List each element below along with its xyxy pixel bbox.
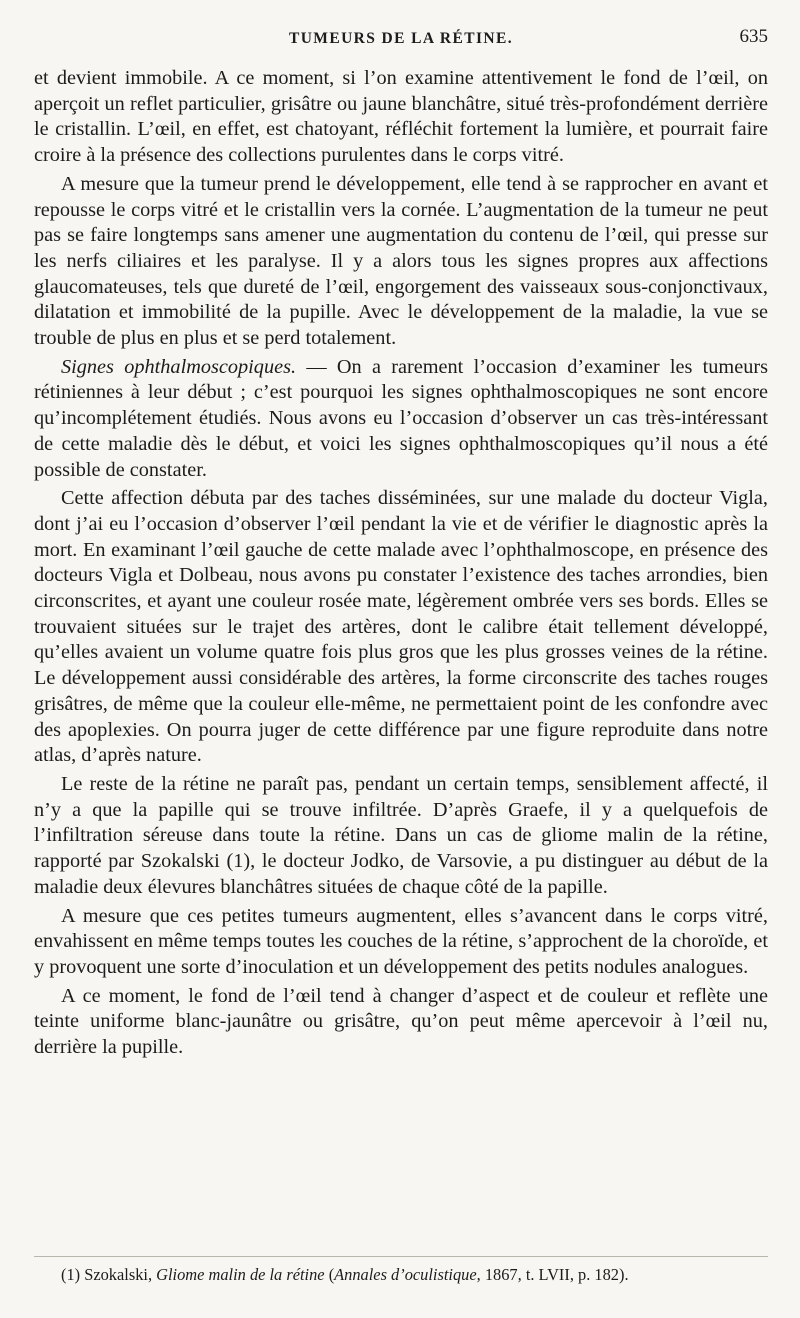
paragraph-continuation: et devient immobile. A ce moment, si l’on examine attentivement le fond de l’œil, on aperçoit un reflet particulier, grisâtre ou jaune blanchâtre, situé très-profondément derrière le cristallin. L’œil, en effet, est chatoyant, réfléchit fortement la lumière, et pourrait faire croire à la présence des collections purulentes dans le corps vitré. [34, 67, 768, 167]
paragraph-fundus-change: A ce moment, le fond de l’œil tend à changer d’aspect et de couleur et reflète une teinte uniforme blanc-jaunâtre ou grisâtre, qu’on peut même apercevoir à l’œil nu, derrière la pupille. [34, 984, 768, 1059]
footnote-journal: Annales d’oculistique [334, 1265, 477, 1284]
running-title: TUMEURS DE LA RÉTINE. [288, 30, 514, 47]
page-number: 635 [739, 26, 768, 47]
paragraph-ophthalmoscopic-signs-text: — On a rarement l’occasion d’examiner les tumeurs rétiniennes à leur début ; c’est pourquoi les signes ophthalmoscopiques ne sont encore qu’incomplétement étudiés. Nous avons eu l’occasion d’observer un cas très-intéressant de cette maladie dès le début, et voici les signes ophthalmoscopiques qu’il nous a été possible de constater. [34, 355, 768, 481]
footnote-divider [34, 1256, 768, 1257]
paragraph-case-vigla: Cette affection débuta par des taches disséminées, sur une malade du docteur Vigla, dont j’ai eu l’occasion d’observer l’œil pendant la vie et de vérifier le diagnostic après la mort. En examinant l’œil gauche de cette malade avec l’ophthalmoscope, en présence des docteurs Vigla et Dolbeau, nous avons pu constater l’existence des taches arrondies, bien circonscrites, et ayant une couleur rosée mate, légèrement ombrée vers ses bords. Elles se trouvaient situées sur le trajet des artères, dont le calibre était tellement développé, qu’elles avaient un volume quatre fois plus gros que les plus grosses veines de la rétine. Le développement aussi considérable des artères, la forme circonscrite des taches rouges grisâtres, de même que la couleur elle-même, ne permettaient point de les confondre avec des apoplexies. On pourra juger de cette différence par une figure reproduite dans notre atlas, d’après nature. [34, 487, 768, 767]
section-heading-signes: Signes ophthalmoscopiques. [61, 355, 297, 378]
paragraph-tumor-growth: A mesure que la tumeur prend le développement, elle tend à se rapprocher en avant et repousse le corps vitré et le cristallin vers la cornée. L’augmentation de la tumeur ne peut pas se faire longtemps sans amener une augmentation du contenu de l’œil, qui presse sur les nerfs ciliaires et les paralyse. Il y a alors tous les signes propres aux affections glaucomateuses, tels que dureté de l’œil, engorgement des vaisseaux sous-conjonctivaux, dilatation et immobilité de la pupille. Avec le développement de la maladie, la vue se trouble de plus en plus et se perd totalement. [34, 172, 768, 350]
paragraph-retina-rest: Le reste de la rétine ne paraît pas, pendant un certain temps, sensiblement affecté, il n’y a que la papille qui se trouve infiltrée. D’après Graefe, il y a quelquefois de l’infiltration séreuse dans toute la rétine. Dans un cas de gliome malin de la rétine, rapporté par Szokalski (1), le docteur Jodko, de Varsovie, a pu distinguer au début de la maladie deux élevures blanchâtres situées de chaque côté de la papille. [34, 772, 768, 898]
running-header [34, 26, 768, 58]
footnote-marker: (1) Szokalski, [61, 1265, 157, 1284]
body-text [34, 66, 768, 1061]
paragraph-tumor-advance: A mesure que ces petites tumeurs augmentent, elles s’avancent dans le corps vitré, envahissent en même temps toutes les couches de la rétine, s’approchent de la choroïde, et y provoquent une sorte d’inoculation et un développement des petits nodules analogues. [34, 904, 768, 978]
footnote [34, 1265, 768, 1285]
paragraph-ophthalmoscopic-signs [34, 355, 768, 484]
footnote-middle: ( [324, 1265, 335, 1284]
footnote-title: Gliome malin de la rétine [156, 1265, 325, 1284]
footnote-end: , 1867, t. LVII, p. 182). [476, 1265, 629, 1284]
